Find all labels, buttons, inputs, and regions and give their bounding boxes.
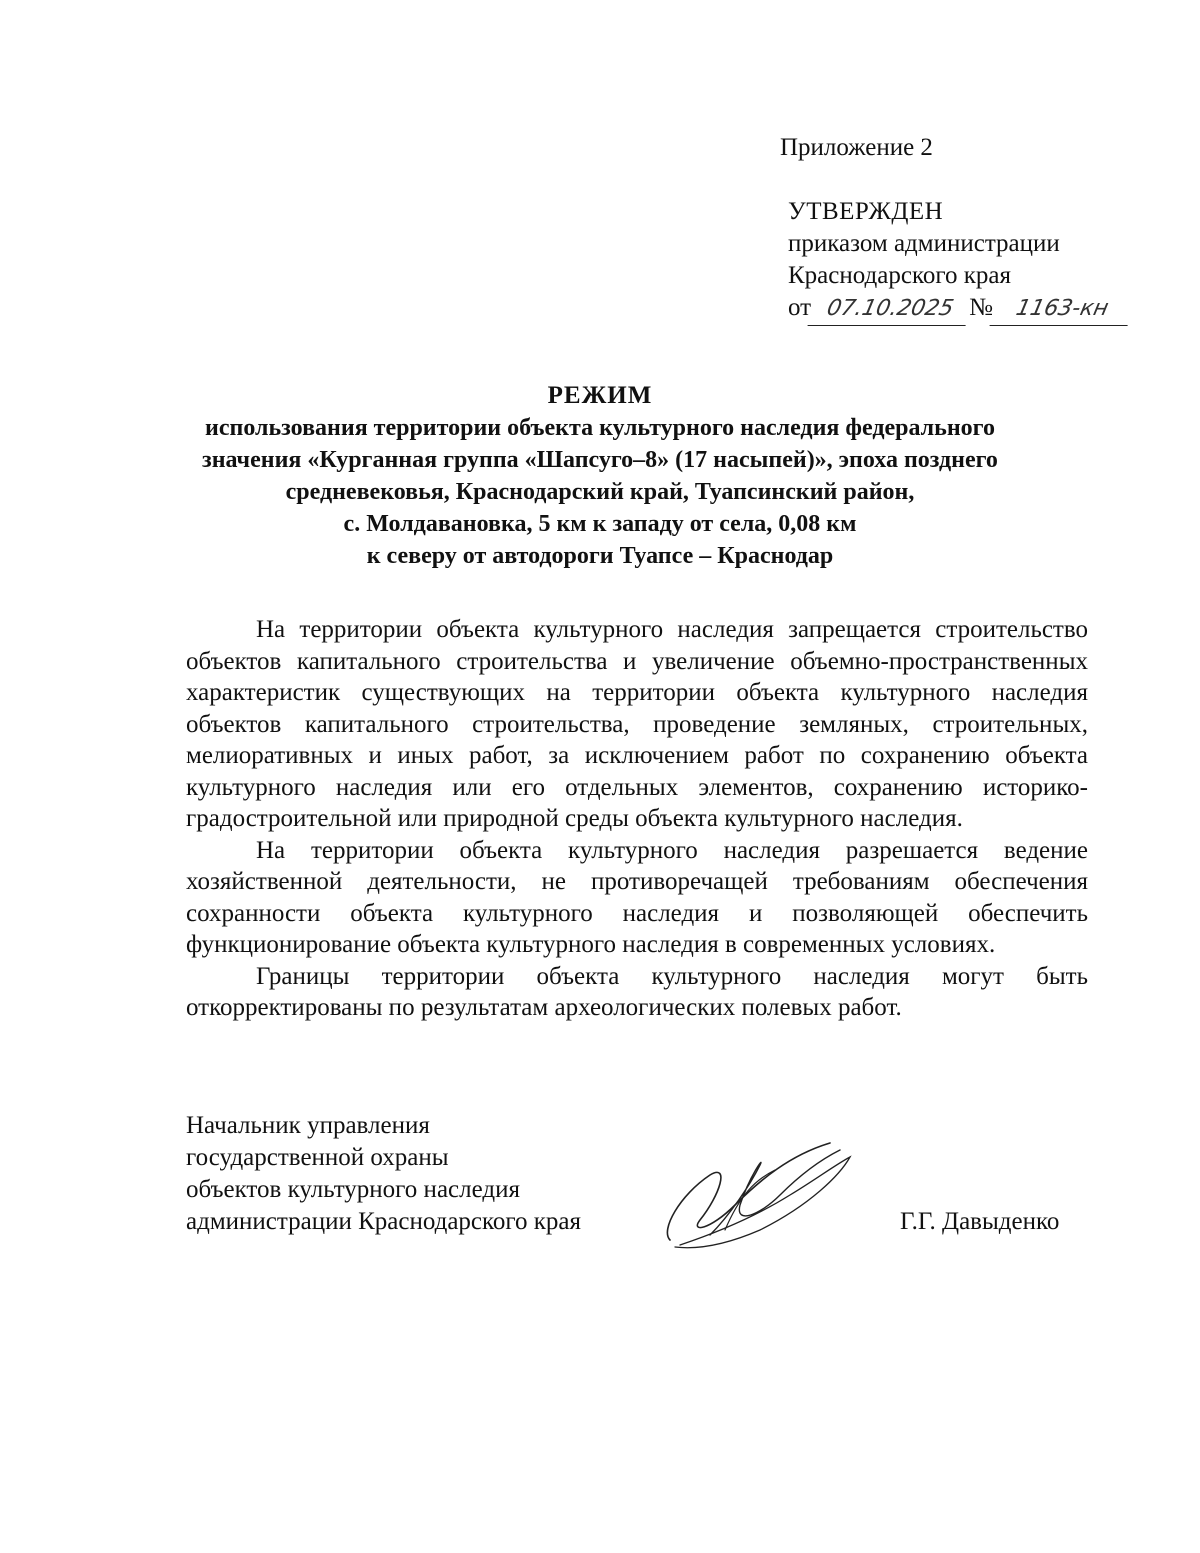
title-line: использования территории объекта культурного наследия федерального bbox=[205, 415, 995, 441]
order-line-2: Краснодарского края bbox=[788, 262, 1011, 289]
approved-label: УТВЕРЖДЕН bbox=[788, 198, 944, 225]
document-title bbox=[160, 380, 1040, 572]
body-paragraph: Границы территории объекта культурного наследия могут быть откорректированы по результатам археологических полевых работ. bbox=[186, 962, 1088, 1021]
handwritten-signature bbox=[640, 1135, 860, 1255]
date-prefix: от bbox=[788, 294, 812, 321]
signatory-name: Г.Г. Давыденко bbox=[900, 1208, 1060, 1235]
signatory-position bbox=[186, 1110, 581, 1238]
order-date-number bbox=[788, 292, 1131, 326]
handwritten-number: 1163-кн bbox=[989, 293, 1134, 326]
handwritten-date: 07.10.2025 bbox=[808, 293, 973, 326]
title-line: к северу от автодороги Туапсе – Краснодар bbox=[366, 543, 834, 569]
title-line: значения «Курганная группа «Шапсуго–8» (17 насыпей)», эпоха позднего bbox=[202, 447, 998, 473]
title-main: РЕЖИМ bbox=[547, 382, 653, 409]
position-line: объектов культурного наследия bbox=[186, 1176, 520, 1203]
number-prefix: № bbox=[969, 294, 993, 321]
title-line: средневековья, Краснодарский край, Туапсинский район, bbox=[285, 479, 915, 505]
appendix-label: Приложение 2 bbox=[780, 134, 933, 161]
approval-block bbox=[788, 196, 1131, 326]
title-line: с. Молдавановка, 5 км к западу от села, 0,08 км bbox=[343, 511, 857, 537]
position-line: Начальник управления bbox=[186, 1112, 430, 1139]
body-paragraph: На территории объекта культурного наследия разрешается ведение хозяйственной деятельности, не противоречащей требованиям обеспечения сохранности объекта культурного наследия и позволяющей обеспечить функционирование объекта культурного наследия в современных условиях. bbox=[186, 836, 1088, 958]
order-line-1: приказом администрации bbox=[788, 230, 1060, 257]
position-line: государственной охраны bbox=[186, 1144, 449, 1171]
document-body bbox=[186, 614, 1088, 1024]
body-paragraph: На территории объекта культурного наследия запрещается строительство объектов капитального строительства и увеличение объемно-пространственных характеристик существующих на территории объекта культурного наследия объектов капитального строительства, проведение земляных, строительных, мелиоративных и иных работ, за исключением работ по сохранению объекта культурного наследия или его отдельных элементов, сохранению историко-градостроительной или природной среды объекта культурного наследия. bbox=[186, 616, 1088, 832]
position-line: администрации Краснодарского края bbox=[186, 1208, 582, 1235]
